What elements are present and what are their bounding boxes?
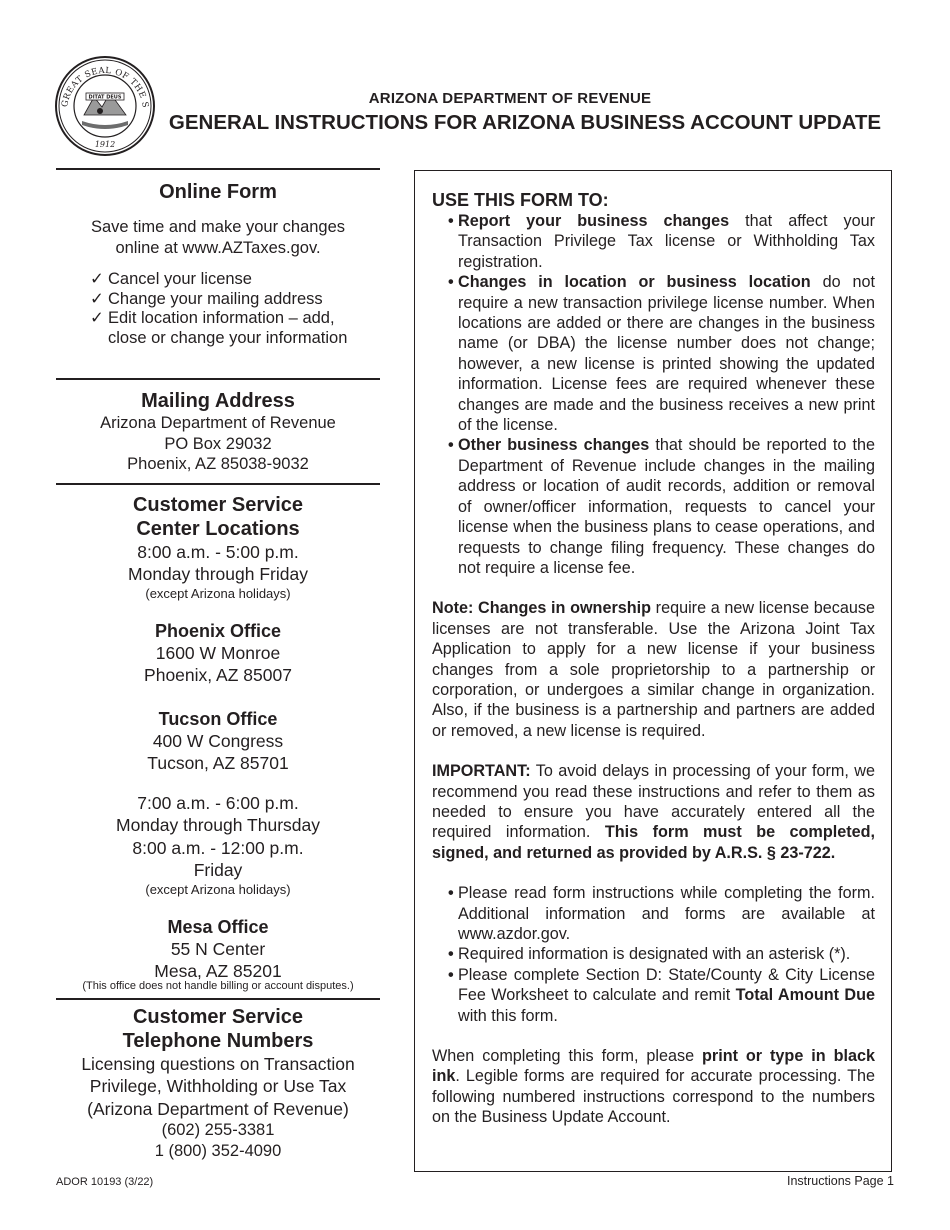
check-icon: ✓	[90, 289, 104, 308]
list-item: • Required information is designated with an asterisk (*).	[448, 945, 851, 964]
online-form-title: Online Form	[159, 181, 277, 203]
use-form-title: USE THIS FORM TO:	[432, 190, 609, 210]
service-centers-title2: Center Locations	[136, 517, 300, 540]
tucson-city: Tucson, AZ 85701	[147, 753, 289, 773]
tucson-address: 400 W Congress	[152, 730, 284, 751]
list-item: ✓ Cancel your license	[90, 270, 252, 288]
tucson-hours: 7:00 a.m. - 6:00 p.m.	[137, 792, 299, 813]
telephone-title: Customer Service	[132, 1005, 304, 1028]
list-item: • Report your business changes that affect your Transaction Privilege Tax license or Withholding Tax registration.	[448, 212, 876, 271]
days: Monday through Friday	[128, 564, 308, 584]
check-icon: ✓	[90, 309, 104, 327]
mailing-line: Phoenix, AZ 85038-9032	[127, 455, 309, 473]
left-column	[56, 168, 380, 1161]
mesa-note: (This office does not handle billing or account disputes.)	[82, 979, 354, 992]
holiday-note: (except Arizona holidays)	[145, 585, 291, 601]
seal-year: 1912	[94, 140, 116, 149]
important-note: IMPORTANT: To avoid delays in processing of your form, we recommend you read these instructions and refer to them as needed to ensure you have accurately entered all the required information. This form must be completed, signed, and returned as provided by A.R.S. § 23-722.	[432, 762, 875, 862]
mesa-office-title: Mesa Office	[167, 916, 269, 937]
holiday-note: (except Arizona holidays)	[145, 881, 291, 897]
telephone-line: Licensing questions on Transaction	[81, 1053, 355, 1074]
service-centers-title: Customer Service	[132, 493, 304, 516]
check-icon: ✓	[90, 270, 104, 288]
mailing-line: PO Box 29032	[164, 434, 272, 453]
telephone-title2: Telephone Numbers	[122, 1029, 314, 1052]
department-name: ARIZONA DEPARTMENT OF REVENUE	[368, 90, 652, 107]
page-title: GENERAL INSTRUCTIONS FOR ARIZONA BUSINESS ACCOUNT UPDATE	[168, 111, 882, 134]
tips-list	[448, 883, 875, 1026]
page-number: Instructions Page 1	[786, 1174, 894, 1188]
seal-motto: DITAT DEUS	[88, 94, 122, 101]
divider	[414, 1171, 892, 1172]
online-form-line2: online at www.AZTaxes.gov.	[115, 238, 321, 257]
hours: 8:00 a.m. - 5:00 p.m.	[137, 541, 299, 562]
completing-note: When completing this form, please print or type in black ink. Legible forms are required for accurate processing. The following numbered instructions correspond to the numbers on the Business Update Account.	[432, 1047, 875, 1127]
ownership-note: Note: Changes in ownership require a new license because licenses are not transferable. Use the Arizona Joint Tax Application to apply for a new license if your business changes from a sole proprietorship to a partnership or corporation, or undergoes a similar change in organization. Also, if the business is a partnership and partners are added or removed, a new license is required.	[432, 599, 875, 740]
list-item: • Please read form instructions while completing the form. Additional information and forms are available at www.azdor.gov.	[448, 884, 875, 943]
bullet-icon: •	[448, 884, 454, 903]
telephone-line: Privilege, Withholding or Use Tax	[89, 1076, 347, 1096]
bullet-icon: •	[448, 945, 454, 964]
list-item: • Other business changes that should be reported to the Department of Revenue include changes in the mailing address or location of audit records, addition or removal of owner/officer information, requests to cancel your license when the business plans to cease operations, and requests to change filing frequency. These changes do not require a license fee.	[448, 436, 875, 577]
phone-number: 1 (800) 352-4090	[154, 1141, 282, 1160]
instructions-box	[414, 170, 892, 1172]
bullet-icon: •	[448, 436, 454, 455]
phone-number: (602) 255-3381	[161, 1121, 275, 1139]
telephone-line: (Arizona Department of Revenue)	[87, 1098, 349, 1119]
mailing-line: Arizona Department of Revenue	[100, 414, 336, 432]
bullet-icon: •	[448, 273, 454, 292]
phoenix-city: Phoenix, AZ 85007	[144, 665, 292, 685]
seal-ring-text: GREAT SEAL OF THE S	[60, 65, 150, 109]
tucson-hours: 8:00 a.m. - 12:00 p.m.	[132, 837, 304, 858]
tucson-days: Friday	[193, 860, 243, 880]
online-form-line1: Save time and make your changes	[90, 218, 346, 236]
mailing-address-title: Mailing Address	[141, 390, 295, 412]
phoenix-office-title: Phoenix Office	[154, 620, 282, 641]
list-item: ✓ Change your mailing address	[90, 289, 323, 308]
online-options-list	[90, 270, 380, 348]
form-id: ADOR 10193 (3/22)	[56, 1176, 154, 1188]
list-item: • Changes in location or business location do not require a new transaction privilege license number. When locations are added or there are changes in the business name (or DBA) the license number does not change; however, a new license is printed showing the updated information. License fees are required whenever these changes are made and the business receives a new print of the license.	[448, 273, 875, 435]
mesa-city: Mesa, AZ 85201	[154, 961, 282, 981]
list-item: ✓ Edit location information – add,	[90, 309, 335, 327]
bullet-icon: •	[448, 212, 454, 230]
tucson-office-title: Tucson Office	[158, 708, 278, 729]
bullet-icon: •	[448, 965, 454, 984]
list-item: close or change your information	[108, 328, 348, 347]
mesa-address: 55 N Center	[170, 938, 266, 959]
list-item: • Please complete Section D: State/County & City License Fee Worksheet to calculate and remit Total Amount Due with this form.	[448, 965, 875, 1025]
state-seal	[54, 55, 156, 157]
phoenix-address: 1600 W Monroe	[155, 642, 281, 663]
tucson-days: Monday through Thursday	[116, 815, 320, 835]
use-form-list	[448, 211, 875, 578]
